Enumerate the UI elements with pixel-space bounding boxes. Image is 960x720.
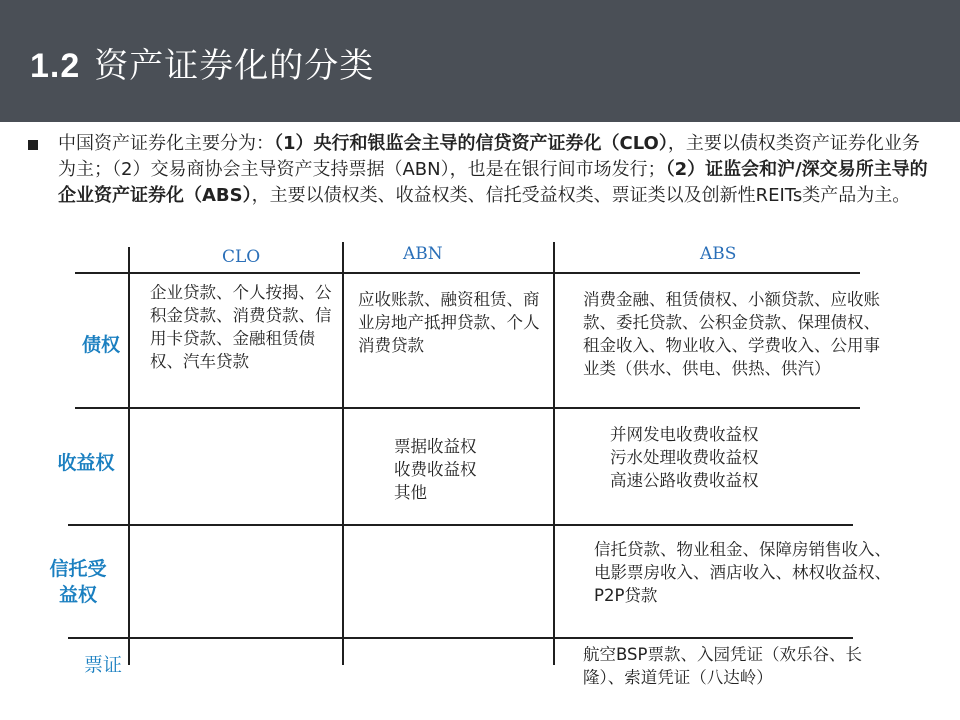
row-header-debt: 债权 [81,334,120,356]
cell-debt-abn: 应收账款、融资租赁、商业房地产抵押贷款、个人消费贷款 [358,290,540,355]
intro-text-3: ，主要以债权类、收益权类、信托受益权类、票证类以及创新性REITs类产品为主。 [251,185,911,206]
intro-text-abs: （2）证监会和沪/深交易所主导的企业资产证券化（ABS） [58,159,928,206]
row-header-trust: 信托受益权 [49,558,107,606]
column-header-abs: ABS [700,244,737,264]
slide-title [30,38,374,87]
intro-text-clo: （1）央行和银监会主导的信贷资产证券化（CLO） [274,133,668,154]
column-header-abn: ABN [403,244,443,264]
cell-income-abn: 票据收益权 收费收益权 其他 [394,437,477,502]
slide-header [0,0,960,122]
column-header-clo: CLO [222,247,261,267]
intro-paragraph [58,131,928,209]
cell-trust-abs: 信托贷款、物业租金、保障房销售收入、电影票房收入、酒店收入、林权收益权、P2P贷款 [594,540,891,605]
cell-voucher-abs: 航空BSP票款、入园凭证（欢乐谷、长隆）、索道凭证（八达岭） [583,645,862,687]
section-title: 资产证券化的分类 [94,46,375,86]
grid-line-v1 [128,247,130,665]
intro-text-1: 中国资产证券化主要分为： [58,133,274,154]
row-header-voucher: 票证 [83,654,122,676]
intro-text-2: ，主要以债权类资产证券化业务为主；（2）交易商协会主导资产支持票据（ABN），也是在银行间市场发行； [58,133,920,180]
grid-line-v2 [342,242,344,665]
bullet-square-icon [28,140,38,150]
cell-income-abs: 并网发电收费收益权 污水处理收费收益权 高速公路收费收益权 [610,425,759,490]
cell-debt-abs: 消费金融、租赁债权、小额贷款、应收账款、委托贷款、公积金贷款、保理债权、租金收入、物业收入、学费收入、公用事业类（供水、供电、供热、供汽） [583,290,880,378]
grid-line-h1 [75,272,860,274]
grid-line-h4 [68,637,853,639]
grid-line-v3 [553,242,555,665]
grid-line-h3 [68,524,853,526]
row-header-income: 收益权 [57,452,115,474]
grid-line-h2 [75,407,860,409]
section-number: 1.2 [30,47,81,85]
cell-debt-clo: 企业贷款、个人按揭、公积金贷款、消费贷款、信用卡贷款、金融租赁债权、汽车贷款 [150,283,332,371]
